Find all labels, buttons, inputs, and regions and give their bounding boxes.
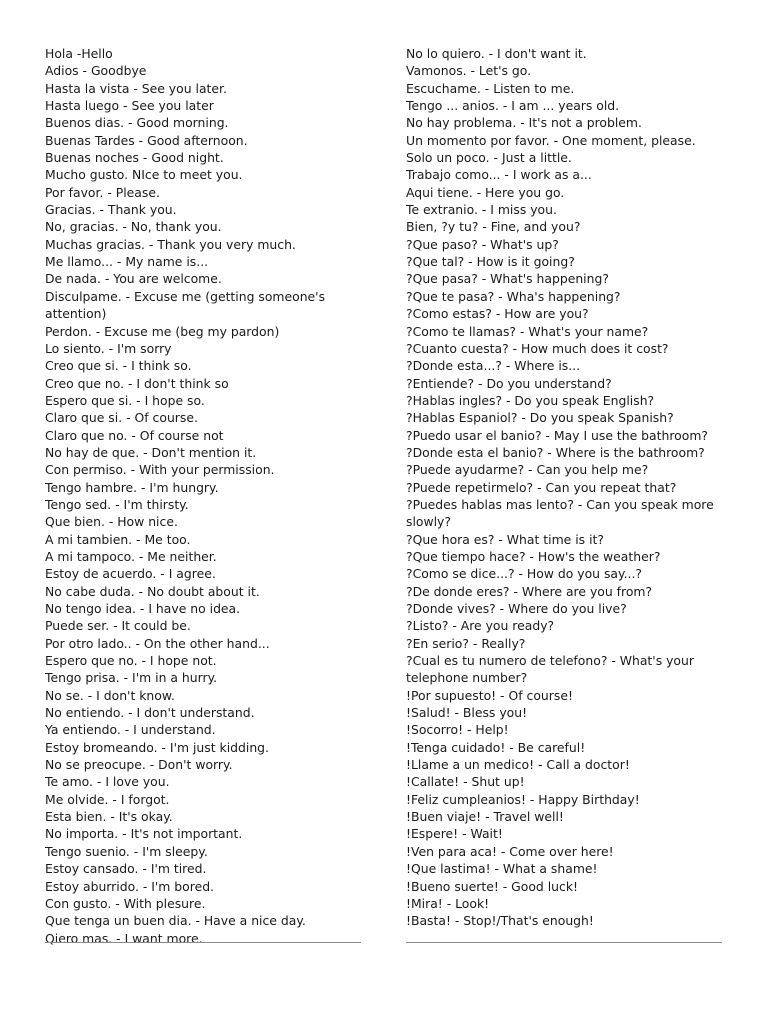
- phrase-entry: ?Como estas? - How are you?: [406, 306, 589, 322]
- phrase-entry: No entiendo. - I don't understand.: [45, 705, 255, 721]
- phrase-entry: Estoy bromeando. - I'm just kidding.: [45, 739, 269, 755]
- phrase-entry: Tengo sed. - I'm thirsty.: [45, 496, 189, 512]
- phrase-entry: Un momento por favor. - One moment, please.: [406, 132, 696, 148]
- left-column-divider-line: [45, 942, 361, 943]
- phrase-entry: Tengo ... anios. - I am ... years old.: [406, 98, 620, 114]
- phrase-entry: Trabajo como... - I work as a...: [406, 167, 592, 183]
- phrase-entry: ?Cual es tu numero de telefono? - What's your telephone number?: [406, 653, 694, 686]
- phrase-entry: Buenas noches - Good night.: [45, 150, 224, 166]
- phrase-entry: Por favor. - Please.: [45, 184, 160, 200]
- phrase-entry: Lo siento. - I'm sorry: [45, 340, 172, 356]
- phrase-entry: !Salud! - Bless you!: [406, 705, 528, 721]
- phrase-entry: Que tenga un buen dia. - Have a nice day.: [45, 913, 306, 929]
- phrase-entry: Claro que si. - Of course.: [45, 410, 198, 426]
- phrase-entry: ?Donde vives? - Where do you live?: [406, 601, 627, 616]
- phrase-entry: ?Hablas ingles? - Do you speak English?: [406, 392, 655, 408]
- phrase-entry: ?Entiende? - Do you understand?: [406, 375, 612, 391]
- phrase-entry: ?Como se dice...? - How do you say...?: [406, 566, 642, 582]
- phrase-entry: ?En serio? - Really?: [406, 635, 526, 651]
- phrase-entry: Me llamo... - My name is...: [45, 254, 209, 270]
- phrase-entry: Qiero mas. - I want more.: [45, 930, 203, 946]
- phrase-entry: Solo un poco. - Just a little.: [406, 150, 572, 166]
- phrase-entry: Estoy aburrido. - I'm bored.: [45, 878, 214, 894]
- phrase-entry: Estoy cansado. - I'm tired.: [45, 861, 207, 877]
- phrase-entry: A mi tambien. - Me too.: [45, 531, 191, 547]
- phrase-entry: Espero que no. - I hope not.: [45, 653, 217, 669]
- phrase-entry: Creo que si. - I think so.: [45, 358, 192, 374]
- phrase-entry: Espero que si. - I hope so.: [45, 392, 205, 408]
- phrase-entry: Aqui tiene. - Here you go.: [406, 184, 565, 200]
- phrase-entry: No lo quiero. - I don't want it.: [406, 46, 587, 61]
- phrase-entry: ?Listo? - Are you ready?: [406, 618, 555, 634]
- phrase-entry: Claro que no. - Of course not: [45, 427, 224, 443]
- phrase-entry: ?Que hora es? - What time is it?: [406, 531, 604, 547]
- phrase-entry: Disculpame. - Excuse me (getting someone's attention): [45, 288, 326, 322]
- phrase-entry: Mucho gusto. NIce to meet you.: [45, 167, 243, 183]
- phrase-entry: !Que lastima! - What a shame!: [406, 861, 598, 877]
- phrase-entry: !Espere! - Wait!: [406, 826, 503, 842]
- phrase-entry: ?Puedes hablas mas lento? - Can you speak more slowly?: [406, 496, 714, 530]
- phrase-entry: ?Hablas Espaniol? - Do you speak Spanish?: [406, 410, 674, 426]
- phrase-entry: Hasta la vista - See you later.: [45, 80, 227, 96]
- phrase-entry: !Socorro! - Help!: [406, 722, 509, 738]
- phrase-entry: Perdon. - Excuse me (beg my pardon): [45, 323, 280, 339]
- phrase-entry: Puede ser. - It could be.: [45, 618, 191, 634]
- left-phrase-column: [45, 45, 375, 947]
- phrase-entry: ?Donde esta...? - Where is...: [406, 358, 581, 374]
- phrase-entry: Con permiso. - With your permission.: [45, 462, 275, 478]
- phrase-entry: No tengo idea. - I have no idea.: [45, 601, 241, 616]
- phrase-entry: ?Cuanto cuesta? - How much does it cost?: [406, 340, 669, 356]
- phrase-entry: ?Que paso? - What's up?: [406, 236, 559, 252]
- phrase-entry: Que bien. - How nice.: [45, 514, 178, 530]
- phrase-entry: Por otro lado.. - On the other hand...: [45, 635, 270, 651]
- phrase-entry: ?Puede ayudarme? - Can you help me?: [406, 462, 649, 478]
- phrase-entry: ?Que te pasa? - Wha's happening?: [406, 288, 621, 304]
- phrase-entry: Muchas gracias. - Thank you very much.: [45, 236, 296, 252]
- phrase-entry: !Buen viaje! - Travel well!: [406, 809, 564, 825]
- phrase-entry: !Ven para aca! - Come over here!: [406, 843, 614, 859]
- phrase-entry: ?Que tiempo hace? - How's the weather?: [406, 548, 661, 564]
- phrase-entry: Te amo. - I love you.: [45, 774, 170, 790]
- phrase-entry: A mi tampoco. - Me neither.: [45, 548, 217, 564]
- phrase-entry: ?Que pasa? - What's happening?: [406, 271, 609, 287]
- phrase-entry: No cabe duda. - No doubt about it.: [45, 583, 260, 599]
- phrase-entry: Te extranio. - I miss you.: [406, 202, 557, 218]
- phrase-entry: Hola -Hello: [45, 46, 113, 61]
- phrase-entry: No se preocupe. - Don't worry.: [45, 757, 233, 773]
- phrase-entry: No hay problema. - It's not a problem.: [406, 115, 642, 131]
- phrase-entry: !Callate! - Shut up!: [406, 774, 525, 790]
- phrase-entry: Creo que no. - I don't think so: [45, 375, 229, 391]
- phrase-entry: !Por supuesto! - Of course!: [406, 687, 573, 703]
- phrase-entry: Adios - Goodbye: [45, 63, 147, 79]
- phrase-entry: Estoy de acuerdo. - I agree.: [45, 566, 216, 582]
- phrase-entry: !Basta! - Stop!/That's enough!: [406, 913, 594, 929]
- right-phrase-column: [406, 45, 726, 930]
- phrase-entry: Vamonos. - Let's go.: [406, 63, 532, 79]
- phrase-entry: Hasta luego - See you later: [45, 98, 214, 114]
- phrase-entry: Ya entiendo. - I understand.: [45, 722, 216, 738]
- phrase-entry: Gracias. - Thank you.: [45, 202, 177, 218]
- phrase-entry: ?Puedo usar el banio? - May I use the bathroom?: [406, 427, 708, 443]
- phrase-entry: Escuchame. - Listen to me.: [406, 80, 575, 96]
- phrase-entry: Esta bien. - It's okay.: [45, 809, 173, 825]
- phrase-entry: ?De donde eres? - Where are you from?: [406, 583, 653, 599]
- right-column-divider-line: [406, 942, 722, 943]
- phrase-entry: No hay de que. - Don't mention it.: [45, 444, 257, 460]
- phrase-entry: !Mira! - Look!: [406, 895, 490, 911]
- phrase-entry: No importa. - It's not important.: [45, 826, 243, 842]
- phrase-entry: Con gusto. - With plesure.: [45, 895, 206, 911]
- phrase-entry: Buenos dias. - Good morning.: [45, 115, 229, 131]
- phrase-entry: Bien, ?y tu? - Fine, and you?: [406, 219, 581, 235]
- phrase-entry: !Bueno suerte! - Good luck!: [406, 878, 578, 894]
- phrase-entry: !Feliz cumpleanios! - Happy Birthday!: [406, 791, 640, 807]
- phrase-entry: ?Donde esta el banio? - Where is the bathroom?: [406, 444, 705, 460]
- phrase-entry: No, gracias. - No, thank you.: [45, 219, 222, 235]
- phrase-entry: ?Puede repetirmelo? - Can you repeat that?: [406, 479, 677, 495]
- phrase-entry: ?Como te llamas? - What's your name?: [406, 323, 649, 339]
- phrase-entry: ?Que tal? - How is it going?: [406, 254, 575, 270]
- phrase-entry: De nada. - You are welcome.: [45, 271, 222, 287]
- phrase-entry: No se. - I don't know.: [45, 687, 175, 703]
- phrase-entry: Buenas Tardes - Good afternoon.: [45, 132, 248, 148]
- phrase-entry: Tengo hambre. - I'm hungry.: [45, 479, 219, 495]
- phrase-entry: !Tenga cuidado! - Be careful!: [406, 739, 586, 755]
- phrase-entry: Tengo suenio. - I'm sleepy.: [45, 843, 208, 859]
- phrase-entry: Tengo prisa. - I'm in a hurry.: [45, 670, 218, 686]
- phrase-entry: !Llame a un medico! - Call a doctor!: [406, 757, 630, 773]
- phrase-entry: Me olvide. - I forgot.: [45, 791, 170, 807]
